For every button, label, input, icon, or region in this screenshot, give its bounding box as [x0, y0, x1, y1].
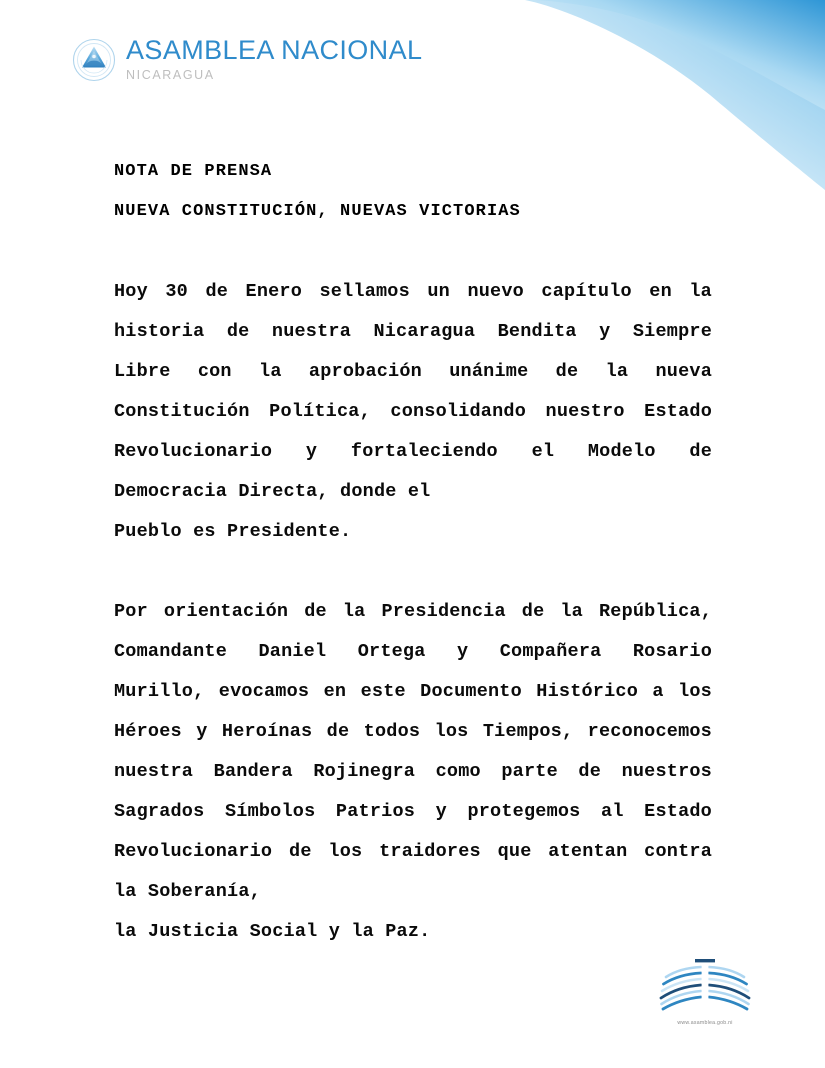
heading-nota-de-prensa: NOTA DE PRENSA [114, 162, 273, 181]
org-title: ASAMBLEA NACIONAL [126, 35, 423, 65]
heading-nueva-constitucion: NUEVA CONSTITUCIÓN, NUEVAS VICTORIAS [114, 202, 521, 221]
assembly-hemicycle-icon [657, 958, 753, 1014]
paragraph-2-last-line: la Justicia Social y la Paz. [114, 921, 431, 942]
paragraph-1-text: Hoy 30 de Enero sellamos un nuevo capítulo en la historia de nuestra Nicaragua Bendita y Siempre Libre con la aprobación unánime de la nueva Constitución Política, consolidando nuestro Estado Revolucionario y fortaleciendo el Modelo de Democracia Directa, donde el [114, 281, 712, 502]
paragraph-2 [114, 592, 712, 952]
paragraph-1-last-line: Pueblo es Presidente. [114, 521, 352, 542]
footer-logo [652, 958, 758, 1026]
paragraph-1 [114, 272, 712, 552]
org-subtitle: NICARAGUA [126, 68, 215, 83]
nicaragua-national-assembly-seal-icon [72, 38, 116, 82]
document-body [114, 152, 712, 952]
masthead [72, 36, 422, 82]
paragraph-2-text: Por orientación de la Presidencia de la República, Comandante Daniel Ortega y Compañera Rosario Murillo, evocamos en este Documento Histórico a los Héroes y Heroínas de todos los Tiempos, reconocemos nuestra Bandera Rojinegra como parte de nuestros Sagrados Símbolos Patrios y protegemos al Estado Revolucionario de los traidores que atentan contra la Soberanía, [114, 601, 712, 902]
footer-url: www.asamblea.gob.ni [677, 1020, 733, 1026]
